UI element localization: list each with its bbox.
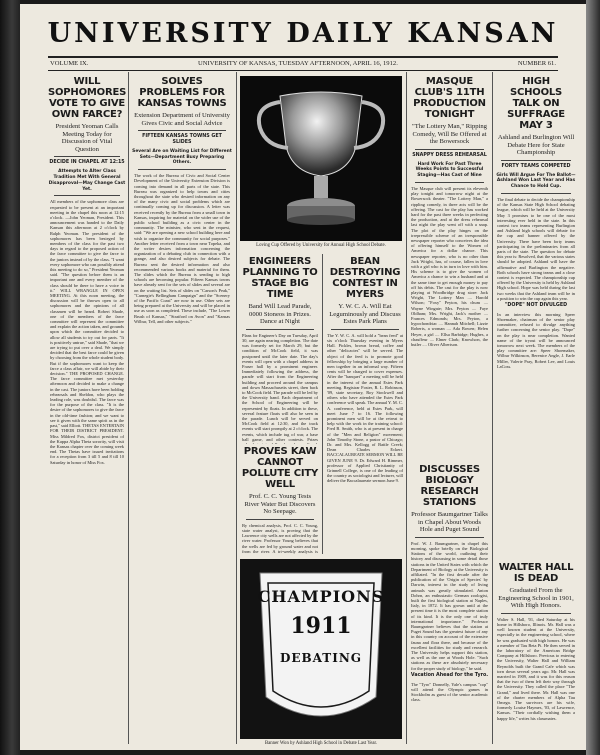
headline: WILL SOPHOMORES VOTE TO GIVE OWN FARCE? — [48, 76, 126, 120]
banner-photo — [240, 559, 402, 739]
headline: BEAN DESTROYING CONTEST IN MYERS — [329, 256, 401, 300]
article-towns — [132, 74, 232, 744]
subhead: FIFTEEN KANSAS TOWNS GET SLIDES — [142, 134, 222, 145]
column-rule — [492, 72, 493, 744]
pennant-banner-icon — [240, 559, 402, 739]
article-body: Walter S. Hall, '01, died Saturday at his home in Hillsboro, Illinois. Mr. Hall was a well known student at the University, especially in the engineering school, where he was graduated with high honors. He was a member of Tau Beta Pi. He then served in the laboratory of the American Bridge Company at Hillsboro. Previous to entering the University, Walter Hall and William Reynolds built the Grand Cafe which was torn down several years ago. Mr. Hall was married in 1909, and it was for this reason that the two of them left their way through the University. They called the place "The Grand," and lived there. Mr. Hall was one of the charter members of Alpha Tau Omega. The survivors are his wife, formerly Louise Haymes, '03, of Lawrence, Kansas. "Their cordially wishing them a happy life," writes his classmates. — [497, 616, 575, 721]
issue-number: NUMBER 61. — [517, 60, 556, 67]
banner-word: DEBATING — [279, 651, 363, 665]
deck: "The Lottery Man," Ripping Comedy, Will Be Offered at the Bowersock — [412, 123, 487, 146]
article-body: All members of the sophomore class are requested to be present at an important meeting in the chapel this noon at 12:15 o'clock. —John Yeoman, President. This announcement was handed to the Daily Kansan this afternoon at 2 o'clock by Ralph Yeoman. The president of the sophomores has been besieged by members of the class for the past two days in regard to the proposed action of the farce committee to give the farce to the juniors instead of by the class. "I want every sophomore who can possibly attend this meeting to do so," President Yeoman said. "The question before them is an important one and every member of the class should be there to have a voice in it." WILL WRANGLE IN OPEN MEETING. At this noon meeting, the discussion will be thrown open to all sophomores and the opinions of all classmen will be heard. Robert Shade, one of the members of the farce committee will represent the committee and explain the action taken, and grounds upon which the committee decided to allow all students to try out for parts. "It is positively untrue," said Shade, "that we are trying to put over a deal. We simply decided that the best farce could be given by choosing from the whole student body. But if the sophomores want to keep the farce a class affair, we will abide by their decision." THE PROPOSED CHANGE. The farce committee met yesterday afternoon and decided to make a change in the cast. The juniors have been holding rehearsals and Sheldon, who plays the leading role, was doubtful. The farce was for the purpose of the class. "It is the desire of the sophomores to give the farce in the old-time fashion; and we want to see it given with the same spirit as in the past," said Elliott. THETAS ENTERTAIN FOR THEIR DISTRICT PRESIDENT. Miss Mildred Fox, district president of the Kappa Alpha Theta sorority, will visit the Kansas chapter over the coming week end. The Thetas have issued invitations for a reception from 3 till 5 and 8 till 10 Saturday in honor of Miss Fox. — [50, 199, 124, 465]
deck: Prof. C. C. Young Tests River Water But Discovers No Seepage. — [244, 493, 316, 516]
subhead: FORTY TEAMS COMPETED — [501, 163, 571, 169]
article-bean — [325, 254, 405, 554]
deck: Professor Baumgartner Talks in Chapel About Woods Hole and Puget Sound — [411, 511, 488, 534]
subdeck: Hard Work For Past Three Weeks Points to Successful Staging—Has Cast of Nine — [415, 161, 484, 179]
subhead: "DOPE" NOT DIVULGED — [504, 303, 568, 309]
date-label: UNIVERSITY OF KANSAS, TUESDAY AFTERNOON, APRIL 16, 1912. — [198, 60, 398, 67]
article-body: In an interview this morning Speer Shoemaker, chairman of the senior play committee, refused to divulge anything further concerning the senior play. "Dope" on the play is near completion. Wanted name of the tryout will be announced tomorrow next week. The members of the play committee are: Speer Shoemaker, Wilbur Wilkinson, Berenice Angle, J. Earle Miller, Valerie Pray, Robert Lee, and Louis LaCoss. — [497, 311, 575, 369]
deck: Extension Department of University Gives Civic and Social Advice — [134, 112, 230, 127]
article-suffrage — [495, 74, 577, 558]
article-body: By chemical analysis, Prof. C. C. Young, state water analyst, is proving that the Lawrence city wells are not affected by the river water. Professor Young believes that the wells are fed by ground water and not from the river. A tri-weekly analysis is — [242, 522, 318, 554]
column-rule — [128, 72, 129, 744]
deck: Y. W. C. A. Will Eat Leguminously and Discuss Estes Park Plans — [329, 303, 401, 326]
article-body: The work of the Bureau of Civic and Social Center Development of the University Extension Division is coming into demand in all parts of the state. This Bureau was organized to help towns and cities throughout the state who desired information on any of the many civic and social problems which are continually coming up for discussion. A letter was received recently by the Bureau from a small town in Kansas, inquiring for material on the wider use of the public school building as a civic center in the community. The minister, who sent in the request, said: "We are opening a new school building here and wish to organize the community for social purposes." Another letter received from a town near Topeka, and the writer desires information concerning the organization of a debating club in connection with a grange, and also desired subjects for debate. The Bureau sent the desired information and also recommended various books and material for them. The slides which the Bureau is sending to high schools are becoming popular. Fifteen Kansas towns have already sent for the sets of slides and several are on the waiting list. Sets of slides on "Carson's Peak," "Carnegie's Bellingham Campaign" and the "Scenery of the Pacific Coast" are now in use. Other sets are being prepared at the University and will be placed in use as soon as completed. These include, "The Lower Brush of Kansas," "Stratford on Avon" and "Kansas Wilbur, Tell, and other subjects." — [134, 173, 230, 324]
headline: SOLVES PROBLEMS FOR KANSAS TOWNS — [137, 76, 227, 109]
headline: PROVES KAW CANNOT POLLUTE CITY WELL — [241, 446, 319, 490]
article-masque — [409, 74, 490, 458]
page-edge — [586, 0, 600, 755]
photo-caption: Banner Won by Ashland High School in Debate Last Year. — [264, 741, 378, 746]
column-rule — [322, 254, 323, 554]
book-binding — [0, 0, 20, 755]
headline: DISCUSSES BIOLOGY RESEARCH STATIONS — [419, 464, 480, 508]
article-body: The Y. W. C. A. will hold a "bean feed" at six o'clock Thursday evening in Myers Hall. Pickles, brown bread, coffee and other "delicacies" will be served. The object of the feed is to promote good fellowship by bringing a large number of men together in an informal way. Fifteen cents will be charged to cover expenses. After the "banquet" a meeting will be held in the interest of the annual Estes Park meeting. Registrar Foster, R. L. Robinson, '09, state secretary, Roy Stockwell and others who have attended the Estes Park conference will speak. The annual Y. M. C. A. conference, held at Estes Park, will meet June 7 to 16. The following prominent men will be at the retreat to help with the work in the training school: Fred B. Smith, who is at present in charge of the "Men and Religion" movement; John Timothy Stone, a pastor of Chicago; Dr. and Mrs. Kellogg of Battle Creek; Dean Charles Eckert. BACCALAUREATE SERMON WILL BE GIVEN JUNE 9. Dr. Edward H. Rimmer, professor of Applied Christianity of Grinnell College, is one of the leading of the country as sociologist and lecturer, will deliver the Baccalaureate sermon June 9. — [327, 332, 403, 484]
masthead-title: UNIVERSITY DAILY KANSAN — [47, 18, 559, 49]
headline: WALTER HALL IS DEAD — [498, 562, 574, 584]
deck: Band Will Lead Parade, 0000 Stoneos in Prizes. Dance at Night — [248, 303, 312, 326]
article-sophomores — [48, 74, 126, 744]
headline: ENGINEERS PLANNING TO STAGE BIG TIME — [242, 256, 318, 300]
subdeck: Several Are on Waiting List for Different Sets—Department Busy Preparing Others. — [132, 148, 232, 166]
photo-caption: Loving Cup Offered by University for Annual High School Debate. — [256, 243, 386, 248]
article-proves — [240, 444, 320, 554]
subhead: SNAPPY DRESS REHEARSAL — [412, 152, 487, 158]
trophy-cup-icon — [240, 76, 402, 241]
loving-cup-photo — [240, 76, 402, 241]
article-biology — [409, 462, 490, 744]
column-rule — [236, 72, 237, 744]
article-body: The "Tyro" Donnelly, Yale's campus "cop" will attend the Olympic games in Stockholm as guest of the senior academic class. — [411, 681, 488, 703]
subhead: Vacation Ahead for the Tyro. — [410, 672, 489, 678]
subhead: DECIDE IN CHAPEL AT 12:15 — [49, 160, 125, 166]
article-walter-hall — [495, 560, 577, 744]
deck: Ashland and Burlington Will Debate Here for State Championship — [497, 134, 575, 157]
banner-year: 1911 — [290, 613, 352, 639]
subdeck: Attempts to Alter Class Tradition Met With General Disapproval—May Change Cast Yet. — [48, 169, 126, 192]
banner-title: CHAMPIONS — [257, 587, 385, 606]
deck: Graduated From the Engineering School in 1901, With High Honors. — [498, 587, 574, 610]
dateline-bar — [48, 56, 558, 71]
article-body: Plans for Engineer's Day on Tuesday, April 30, are again nearing completion. The date was formerly set for March 29, but the condition of McCook field, it was postponed until the later date. The day's events will open with a chapel address in Fraser hall by a prominent engineer. Immediately following the address, the parade will start from the Engineering building and proceed around the campus and down Massachusetts street, then back to McCook field. The parade will be led by the University band. Each department of the School of Engineering will be represented by floats. In addition to these, several feature floats will also be seen in the parade. Lunch will be served on McCook field at 12:30, and the track events will start promptly at 2 o'clock. The events, which include tug of war, a base ball game, and other contests. Prizes — [242, 332, 318, 442]
article-body: The final debate to decide the championship of the Kansas State High School debating league, which will be held at the University May 3 promises to be one of the most interesting ever held in the state. In this contest two teams representing Burlington and Ashland high schools will debate for the cup and banner offered by the University. There have been forty teams participating in the preliminaries from all parts of the state. The question for debate this year is: Resolved, that the various states should be adopted. Ashland will have the affirmative and Burlington the negative. Both schools have strong teams and a close contest is expected. The championship cup offered by the University is held by Ashland High school. Hope was held during the last two weeks that the Ashland team will be in a position to win the cup again this year. — [497, 196, 575, 301]
article-body: The Masque club will present its eleventh play tonight and tomorrow night at the Bowersock theater. "The Lottery Man," a rippling comedy, in three acts will be the offering. The cast for the play has worked hard for the past three weeks in perfecting the production, and at the dress rehearsal last night the play went off with a snap. The plot of the play hinges on the irrepressible scheme of an irresponsible newspaper reporter who conceives the idea of offering himself to the Women of America for a dollar chance. This newspaper reporter, who is no other than Jack Wright, has, of course, fallen in love with a girl who is in turn in love with him. His scheme is to give the women of America a chance to win a husband and at the same time to get enough money to pay off his debts. The cast for the play is now playing at Woodbridge drug store: Jack Wright, The Lottery Man .... Harold Wilson; "Foxy" Peyton, his chum .... Wayne Wingate; Mrs. Peyton .... Faye Oldham; Mrs. Wright, Jack's mother .... Frances Edmonds; Mrs. Peyton, a hypochondriac .... Hannah Mitchell; Lizzie Roberts, a woman .... Ada Bowen; Helen Heyer, a girl .... Ellsa Barbidge; Hughes, a chauffeur .... Elmer Clark; Knowlson, the butler .... Oliver Albertson. — [411, 185, 488, 348]
deck: President Yeoman Calls Meeting Today for Discussion of Vital Question — [55, 123, 119, 153]
volume-label: VOLUME IX. — [50, 60, 89, 67]
headline: MASQUE CLUB'S 11TH PRODUCTION TONIGHT — [413, 76, 486, 120]
subdeck: Girls Will Argue For The Ballot—Ashland Won Last Year and Has Chance to Hold Cup. — [496, 172, 576, 190]
headline: HIGH SCHOOLS TALK ON SUFFRAGE MAY 3 — [507, 76, 565, 131]
newspaper-page — [20, 4, 586, 750]
article-engineers — [240, 254, 320, 444]
article-body: Prof. W. J. Baumgartner, in chapel this morning, spoke briefly on the Biological Stations of the world, outlining their history and discussing in some detail those stations in the United States with which the Department of Biology at the University is affiliated. "In the first decade after the publication of the 'Origin of Species' by Darwin, interest in the study of living animals was greatly stimulated. Anton Dohrn, an enthusiastic German zoologist, built the first biological station at Naples, Italy, in 1872. It has grown until at the present time it is the most complete station of its kind. It is the only one of truly international importance." Professor Baumgartner believes that the station at Puget Sound has the greatest future of any in this country on account of the extensive fauna and flora there, and because of the excellent facilities for study and research. The University helps support this station, as well as the one at Woods Hole. "Such stations as these are absolutely necessary for the proper study of biology," he said. — [411, 540, 488, 671]
column-rule — [406, 72, 407, 744]
